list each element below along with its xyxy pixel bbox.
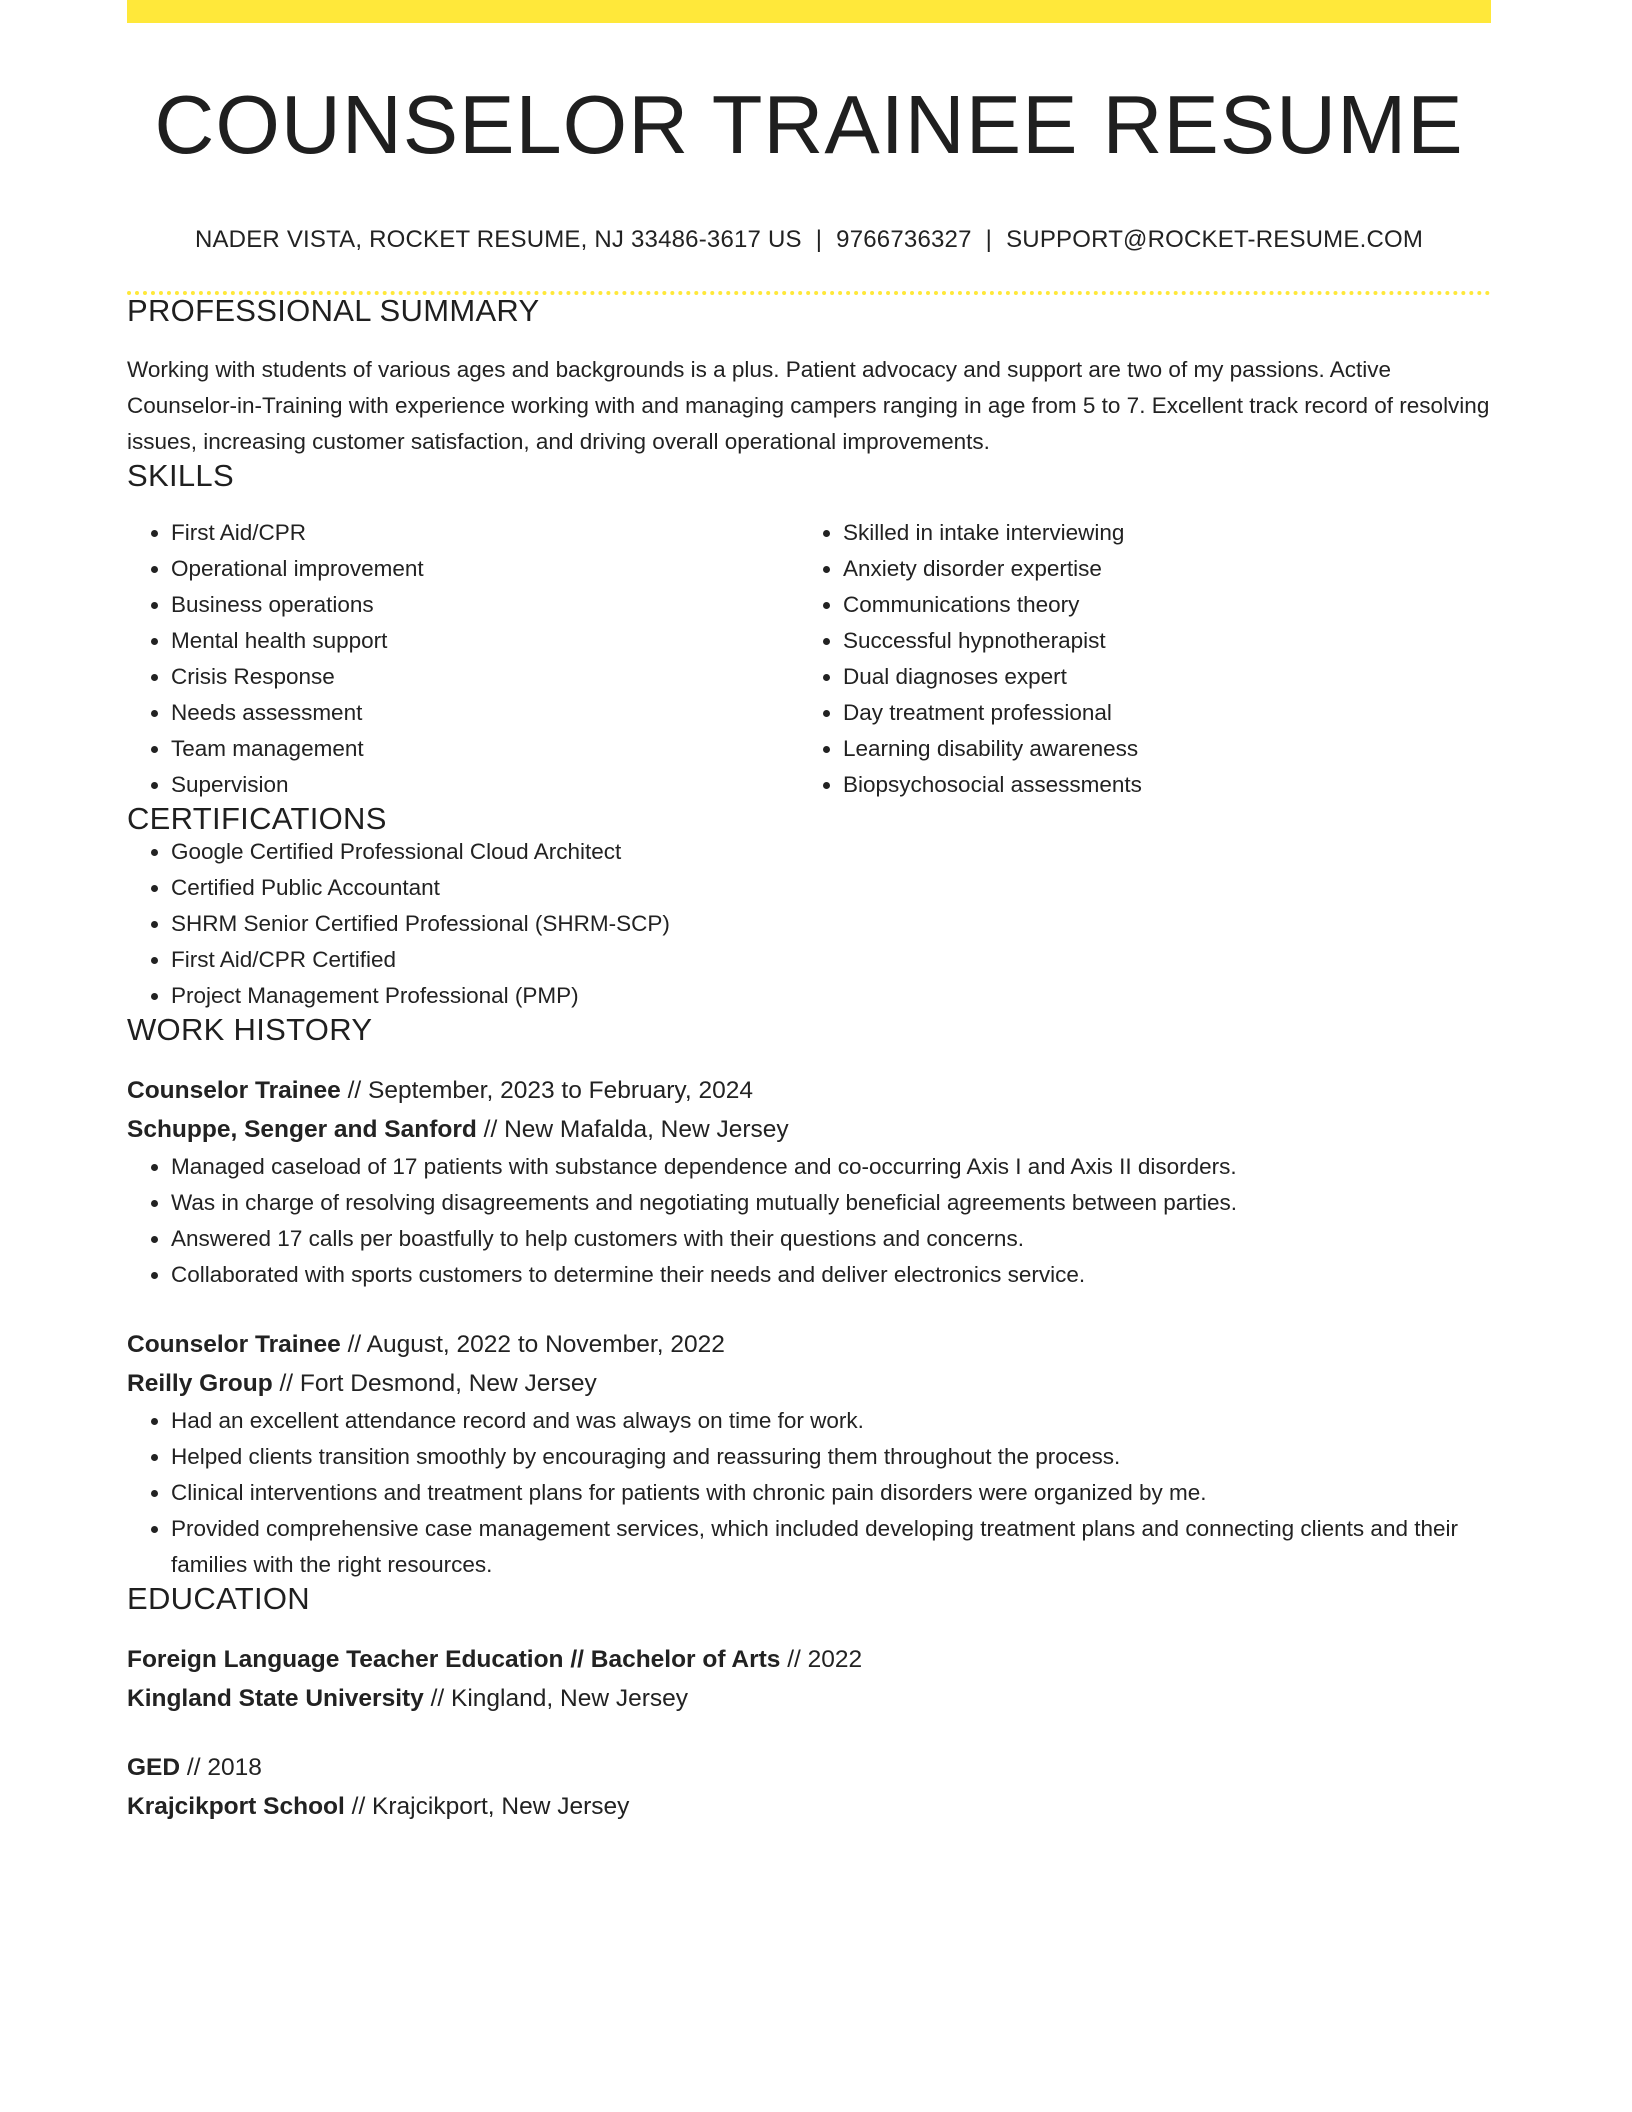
job-location: // New Mafalda, New Jersey [476, 1116, 789, 1143]
job-bullet: • Collaborated with sports customers to determine their needs and deliver electronics service. [171, 1257, 1491, 1293]
contact-phone: 9766736327 [836, 226, 972, 253]
skill-item: • Operational improvement [171, 551, 799, 587]
education-degree-line [127, 1640, 1491, 1679]
skill-item: • Team management [171, 731, 799, 767]
job-title: Counselor Trainee [127, 1077, 341, 1104]
job-company: Schuppe, Senger and Sanford [127, 1116, 477, 1143]
job-bullet: • Clinical interventions and treatment plans for patients with chronic pain disorders were organized by me. [171, 1475, 1491, 1511]
education-school-line [127, 1787, 1491, 1826]
certifications-list [127, 834, 1491, 1014]
job-dates: // August, 2022 to November, 2022 [340, 1331, 725, 1358]
job-title-line [127, 1325, 1491, 1364]
job-bullet: • Answered 17 calls per boastfully to help customers with their questions and concerns. [171, 1221, 1491, 1257]
skill-item: • Business operations [171, 587, 799, 623]
job-bullet: • Managed caseload of 17 patients with substance dependence and co-occurring Axis I and Axis II disorders. [171, 1149, 1491, 1185]
contact-address: NADER VISTA, ROCKET RESUME, NJ 33486-3617 US [194, 226, 802, 253]
education-degree-line [127, 1748, 1491, 1787]
education-year: // 2018 [180, 1754, 262, 1781]
job-location: // Fort Desmond, New Jersey [272, 1370, 597, 1397]
education-degree: GED [127, 1754, 181, 1781]
job-company: Reilly Group [127, 1370, 273, 1397]
certification-item: • First Aid/CPR Certified [171, 942, 1491, 978]
skill-item: • Successful hypnotherapist [843, 623, 1471, 659]
job-title: Counselor Trainee [127, 1331, 341, 1358]
skill-item: • Supervision [171, 767, 799, 803]
skill-item: • Anxiety disorder expertise [843, 551, 1471, 587]
job-bullet: • Had an excellent attendance record and was always on time for work. [171, 1403, 1491, 1439]
job-entry [127, 1071, 1491, 1293]
summary-heading: PROFESSIONAL SUMMARY [127, 293, 540, 328]
skills-column-left [127, 515, 799, 803]
certifications-heading: CERTIFICATIONS [127, 801, 387, 836]
certification-item: • Certified Public Accountant [171, 870, 1491, 906]
skill-item: • Mental health support [171, 623, 799, 659]
job-bullet: • Provided comprehensive case management services, which included developing treatment plans and connecting clients and their families with the right resources. [171, 1511, 1491, 1583]
skills-column-right [799, 515, 1471, 803]
contact-separator: | [815, 226, 823, 253]
education-year: // 2022 [780, 1646, 863, 1673]
job-bullet: • Was in charge of resolving disagreements and negotiating mutually beneficial agreements between parties. [171, 1185, 1491, 1221]
education-location: // Kingland, New Jersey [423, 1685, 688, 1712]
skill-item: • Learning disability awareness [843, 731, 1471, 767]
education-degree: Foreign Language Teacher Education // Bachelor of Arts [127, 1646, 781, 1673]
certification-item: • Google Certified Professional Cloud Architect [171, 834, 1491, 870]
job-title-line [127, 1071, 1491, 1110]
job-company-line [127, 1364, 1491, 1403]
skills-columns [127, 515, 1491, 803]
skill-item: • Day treatment professional [843, 695, 1471, 731]
resume-page [127, 0, 1491, 1826]
skill-item: • Crisis Response [171, 659, 799, 695]
top-accent-bar [127, 0, 1491, 23]
skill-item: • Dual diagnoses expert [843, 659, 1471, 695]
certification-item: • Project Management Professional (PMP) [171, 978, 1491, 1014]
work-history-heading: WORK HISTORY [127, 1012, 373, 1047]
skill-item: • Needs assessment [171, 695, 799, 731]
education-entry [127, 1748, 1491, 1826]
skill-item: • First Aid/CPR [171, 515, 799, 551]
job-entry [127, 1325, 1491, 1583]
education-school: Krajcikport School [127, 1793, 345, 1820]
job-bullets [127, 1149, 1491, 1293]
job-dates: // September, 2023 to February, 2024 [340, 1077, 753, 1104]
education-school-line [127, 1679, 1491, 1718]
skill-item: • Communications theory [843, 587, 1471, 623]
education-entry [127, 1640, 1491, 1718]
skill-item: • Biopsychosocial assessments [843, 767, 1471, 803]
certification-item: • SHRM Senior Certified Professional (SHRM-SCP) [171, 906, 1491, 942]
job-bullets [127, 1403, 1491, 1583]
contact-line [127, 228, 1491, 252]
summary-text: Working with students of various ages and backgrounds is a plus. Patient advocacy and support are two of my passions. Active Counselor-in-Training with experience working with and managing campers ranging in age from 5 to 7. Excellent track record of resolving issues, increasing customer satisfaction, and driving overall operational improvements. [127, 357, 1490, 454]
contact-email: SUPPORT@ROCKET-RESUME.COM [1006, 226, 1424, 253]
page-title: COUNSELOR TRAINEE RESUME [154, 78, 1464, 171]
education-heading: EDUCATION [127, 1581, 310, 1616]
education-school: Kingland State University [127, 1685, 424, 1712]
skill-item: • Skilled in intake interviewing [843, 515, 1471, 551]
contact-separator: | [985, 226, 993, 253]
job-company-line [127, 1110, 1491, 1149]
skills-heading: SKILLS [127, 458, 234, 493]
job-bullet: • Helped clients transition smoothly by encouraging and reassuring them throughout the process. [171, 1439, 1491, 1475]
education-location: // Krajcikport, New Jersey [344, 1793, 630, 1820]
